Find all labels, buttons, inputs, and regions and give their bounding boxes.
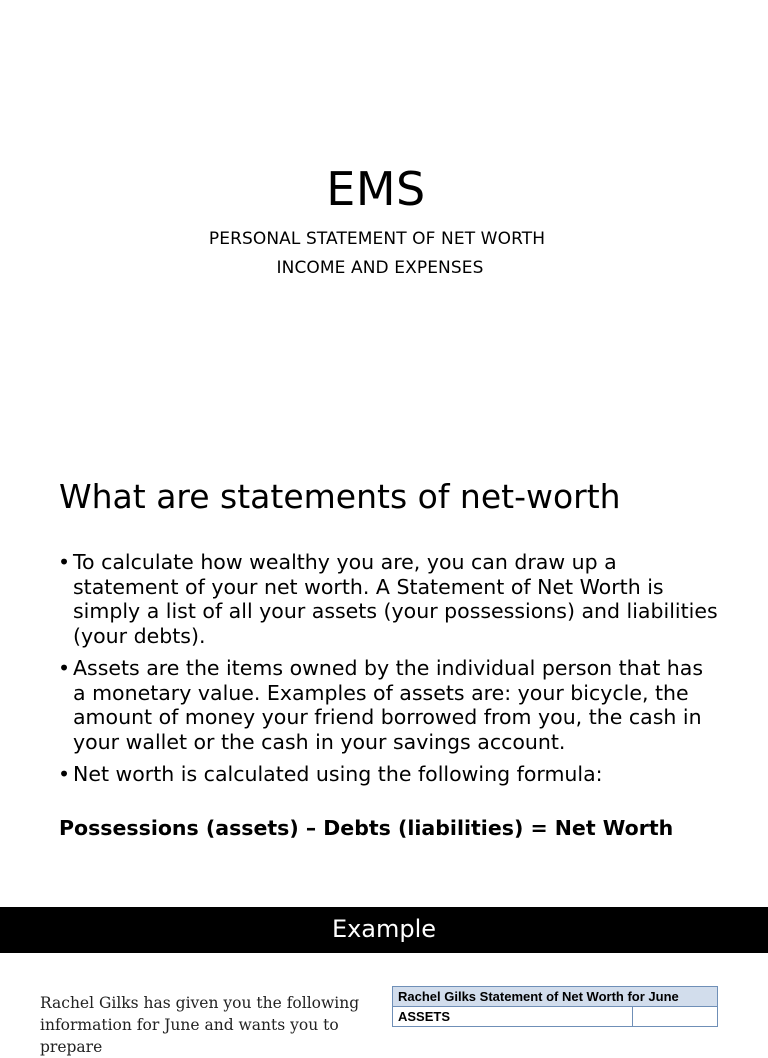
title-slide	[0, 0, 768, 455]
table-title-cell: Rachel Gilks Statement of Net Worth for June	[393, 987, 718, 1007]
example-net-worth-table	[392, 986, 718, 1027]
bullet-dot: •	[58, 762, 71, 786]
bullet-text: Net worth is calculated using the following formula:	[73, 762, 603, 786]
slide-heading: What are statements of net-worth	[59, 477, 621, 516]
bullet-text: Assets are the items owned by the individual person that has a monetary value. Examples of assets are: your bicycle, the amount of money your friend borrowed from you, the cash in your wallet or the cash in your savings account.	[73, 656, 704, 754]
slide-subtitle-line2: INCOME AND EXPENSES	[276, 258, 484, 278]
bullet-item	[58, 656, 718, 754]
table-cell-assets: ASSETS	[393, 1007, 633, 1027]
example-header-bar: Example	[0, 907, 768, 953]
bullet-dot: •	[58, 550, 71, 574]
bullet-list	[58, 550, 718, 795]
table-header-row	[393, 987, 718, 1007]
slide-subtitle-line1: PERSONAL STATEMENT OF NET WORTH	[208, 229, 546, 249]
bullet-text: To calculate how wealthy you are, you can draw up a statement of your net worth. A Statement of Net Worth is simply a list of all your assets (your possessions) and liabilities (your debts).	[73, 550, 718, 648]
example-problem-text: Rachel Gilks has given you the following information for June and wants you to prepare	[40, 994, 360, 1056]
slide-title: EMS	[326, 162, 426, 216]
bullet-item	[58, 550, 718, 648]
bullet-dot: •	[58, 656, 71, 680]
net-worth-formula: Possessions (assets) – Debts (liabilities) = Net Worth	[59, 816, 674, 840]
bullet-item	[58, 762, 718, 787]
